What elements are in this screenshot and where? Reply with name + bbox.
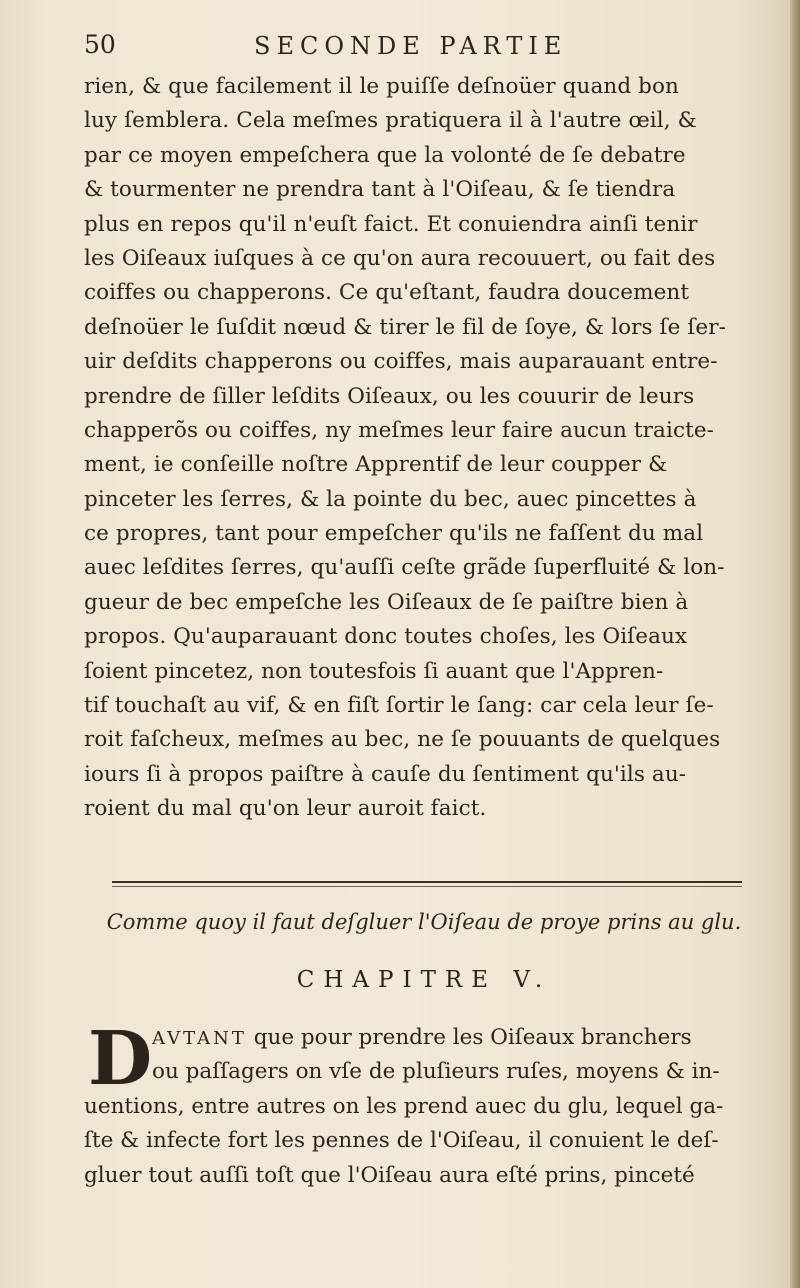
text-line: & tourmenter ne prendra tant à l'Oiſeau, & ſe tiendra — [84, 177, 676, 203]
text-line: par ce moyen empeſchera que la volonté de ſe debatre — [84, 142, 686, 168]
text-line: ce propres, tant pour empeſcher qu'ils ne faſſent du mal — [84, 521, 704, 547]
text-line: deſnoüer le ſuſdit nœud & tirer le fil de ſoye, & lors ſe ſer- — [84, 314, 726, 340]
chapter-text — [84, 1016, 764, 1193]
text-line: rien, & que facilement il le puiſſe deſnoüer quand bon — [84, 74, 679, 99]
text-line: gluer tout auſſi toſt que l'Oiſeau aura eſté prins, pinceté — [84, 1162, 695, 1188]
section-divider — [112, 881, 742, 887]
text-line: prendre de ſiller leſdits Oiſeaux, ou les couurir de leurs — [84, 383, 695, 409]
text-line: ſte & infecte fort les pennes de l'Oiſeau, il conuient le deſ- — [84, 1128, 719, 1154]
text-line: pinceter les ſerres, & la pointe du bec, auec pincettes à — [84, 486, 697, 512]
text-line: propos. Qu'auparauant donc toutes choſes, les Oiſeaux — [84, 624, 688, 650]
text-line: iours ſi à propos paiſtre à cauſe du ſentiment qu'ils au- — [84, 761, 687, 787]
text-line: chapperõs ou coiffes, ny meſmes leur faire aucun traicte- — [84, 417, 715, 443]
lead-word: AVTANT — [152, 1028, 247, 1049]
text-line: les Oiſeaux iuſques à ce qu'on aura recouuert, ou fait des — [84, 245, 716, 271]
drop-cap: D — [88, 1016, 153, 1102]
text-line: plus en repos qu'il n'euſt faict. Et conuiendra ainſi tenir — [84, 211, 698, 237]
text-line: roit faſcheux, meſmes au bec, ne ſe pouuants de quelques — [84, 727, 721, 753]
text-line: ſoient pincetez, non toutesfois ſi auant que l'Appren- — [84, 658, 664, 684]
page-number: 50 — [84, 30, 116, 59]
text-line: coiffes ou chapperons. Ce qu'eſtant, faudra doucement — [84, 280, 690, 306]
text-line: tif touchaſt au vif, & en fiſt ſortir le ſang: car cela leur ſe- — [84, 693, 714, 719]
text-line: uentions, entre autres on les prend auec du glu, lequel ga- — [84, 1093, 724, 1119]
page-header — [84, 30, 764, 64]
text-line: auec leſdites ſerres, qu'auſſi ceſte grãde ſuperfluité & lon- — [84, 555, 725, 581]
text-line: ment, ie conſeille noſtre Apprentif de leur coupper & — [84, 452, 668, 478]
text-line: luy ſemblera. Cela meſmes pratiquera il à l'autre œil, & — [84, 108, 697, 134]
text-line: gueur de bec empeſche les Oiſeaux de ſe paiſtre bien à — [84, 589, 689, 615]
page-edge — [790, 0, 800, 1288]
text-line — [84, 1021, 764, 1055]
text-line: roient du mal qu'on leur auroit faict. — [84, 796, 487, 822]
text-fragment: que pour prendre les Oiſeaux branchers — [246, 1025, 692, 1050]
chapter-number: CHAPITRE V. — [296, 967, 552, 993]
chapter-title: Comme quoy il faut deſgluer l'Oiſeau de proye prins au glu. — [106, 910, 742, 934]
text-line: uir deſdits chapperons ou coiffes, mais auparauant entre- — [84, 349, 718, 375]
running-head: SECONDE PARTIE — [254, 32, 568, 60]
text-line: ou paſſagers on vſe de pluſieurs ruſes, moyens & in- — [152, 1059, 720, 1085]
body-text — [84, 70, 754, 827]
